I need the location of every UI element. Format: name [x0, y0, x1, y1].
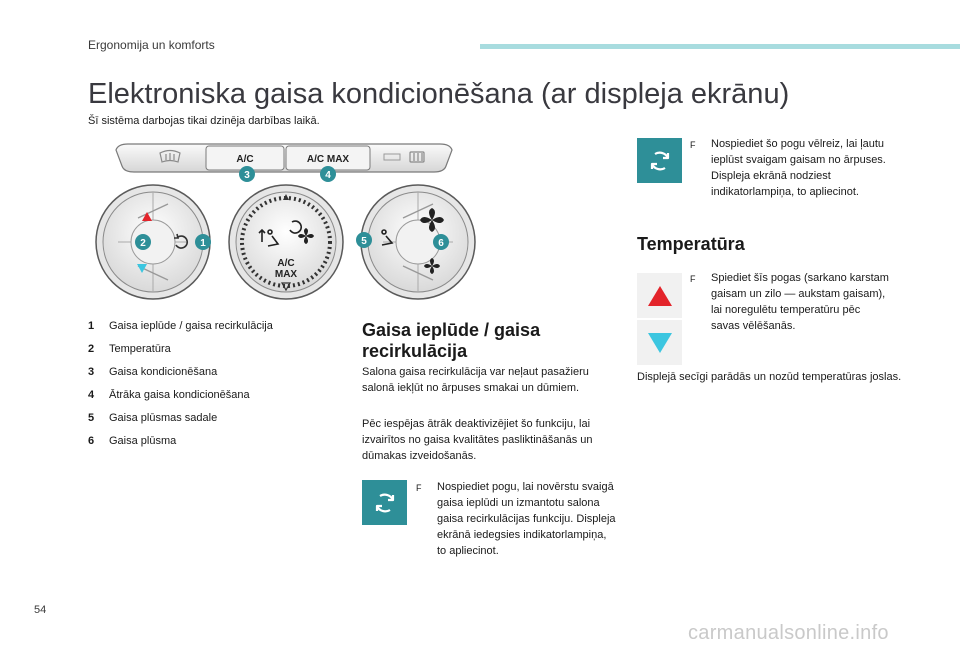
- callout-5: 5: [361, 236, 367, 247]
- legend-text: Gaisa ieplūde / gaisa recirkulācija: [109, 320, 273, 332]
- callout-6: 6: [438, 238, 444, 249]
- intro-text: Šī sistēma darbojas tikai dzinēja darbības laikā.: [88, 115, 320, 127]
- legend-text: Gaisa plūsmas sadale: [109, 412, 218, 424]
- legend-item: [88, 320, 348, 343]
- bullet-marker: F: [690, 140, 696, 150]
- bullet-text: Spiediet šīs pogas (sarkano karstam gaisam un zilo — aukstam gaisam), lai noregulētu temperatūru pēc savas vēlēšanās.: [711, 272, 889, 332]
- climate-control-panel: [88, 140, 480, 310]
- header-accent-bar: [480, 44, 960, 49]
- legend-text: Gaisa plūsma: [109, 435, 177, 447]
- legend-item: [88, 366, 348, 389]
- recirculation-paragraph-1: Salona gaisa recirkulācija var neļaut pasažieru salonā iekļūt no ārpuses smakai un dūmiem.: [362, 366, 589, 394]
- ac-button[interactable]: A/C: [236, 154, 254, 165]
- legend-number: 2: [88, 343, 95, 355]
- ac-max-button[interactable]: A/C MAX: [306, 154, 350, 165]
- page-number: 54: [34, 604, 47, 616]
- temperature-down-button-icon: [637, 320, 682, 365]
- left-control-knob: [96, 185, 210, 299]
- section-header: Ergonomija un komforts: [88, 38, 215, 52]
- center-max-label: MAX: [274, 269, 298, 280]
- legend-number: 3: [88, 366, 95, 378]
- legend-text: Temperatūra: [109, 343, 171, 355]
- legend-text: Gaisa kondicionēšana: [109, 366, 218, 378]
- callout-2: 2: [140, 238, 146, 249]
- callout-3: 3: [244, 170, 250, 181]
- page-title: Elektroniska gaisa kondicionēšana (ar displeja ekrānu): [88, 78, 790, 110]
- temperature-paragraph: Displejā secīgi parādās un nozūd temperatūras joslas.: [637, 371, 902, 383]
- temperature-up-button-icon: [637, 273, 682, 318]
- callout-4: 4: [325, 170, 331, 181]
- watermark: carmanualsonline.info: [688, 622, 889, 644]
- bullet-marker: F: [690, 274, 696, 284]
- recirculation-heading: Gaisa ieplūde / gaisa recirkulācija: [362, 320, 541, 361]
- legend-item: [88, 412, 348, 435]
- recirculation-on-bullet: [416, 479, 616, 559]
- legend-item: [88, 343, 348, 366]
- legend-item: [88, 435, 348, 458]
- bullet-marker: F: [416, 483, 422, 493]
- legend-number: 1: [88, 320, 95, 332]
- bullet-text: Nospiediet pogu, lai novērstu svaigā gaisa ieplūdi un izmantotu salona gaisa recirkulācijas funkciju. Displeja ekrānā iedegsies indikatorlampiņa, to apliecinot.: [437, 481, 616, 557]
- legend-text: Ātrāka gaisa kondicionēšana: [109, 389, 250, 401]
- recirculation-paragraph-2: Pēc iespējas ātrāk deaktivizējiet šo funkciju, lai izvairītos no gaisa kvalitātes pasliktināšanās un dūmakas izveidošanās.: [362, 418, 593, 462]
- legend-number: 6: [88, 435, 95, 447]
- recirculation-off-bullet: [690, 136, 890, 200]
- callout-1: 1: [200, 238, 206, 249]
- panel-legend: [88, 320, 348, 458]
- legend-item: [88, 389, 348, 412]
- recirculation-on-button-icon: [362, 480, 407, 525]
- temperature-heading: Temperatūra: [637, 234, 745, 254]
- center-ac-label: A/C: [277, 258, 295, 269]
- bullet-text: Nospiediet šo pogu vēlreiz, lai ļautu ieplūst svaigam gaisam no ārpuses. Displeja ekrānā nodziest indikatorlampiņa, to apliecinot.: [711, 138, 886, 198]
- recirculation-off-button-icon: [637, 138, 682, 183]
- legend-number: 4: [88, 389, 95, 401]
- legend-number: 5: [88, 412, 95, 424]
- temperature-bullet: [690, 270, 890, 334]
- center-display-dial: [229, 185, 343, 299]
- right-control-knob: [361, 185, 475, 299]
- top-button-strip: [116, 144, 452, 172]
